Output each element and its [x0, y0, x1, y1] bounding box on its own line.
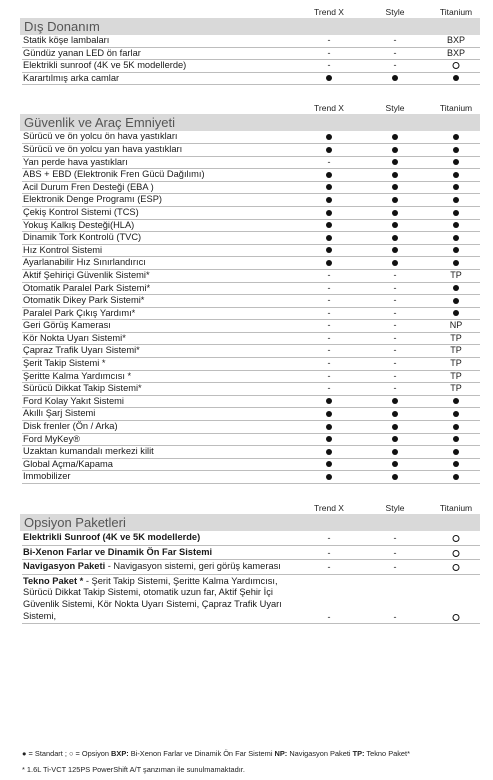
feature-cell: -	[393, 320, 397, 331]
feature-cell	[453, 157, 459, 169]
legend	[22, 749, 410, 758]
feature-cell	[453, 308, 459, 320]
feature-cell: -	[393, 35, 397, 45]
feature-label: ABS + EBD (Elektronik Fren Gücü Dağılımı)	[23, 169, 205, 180]
column-headers	[0, 500, 493, 514]
column-headers	[0, 4, 493, 18]
feature-cell	[392, 169, 398, 181]
legend-np-text: Navigasyon Paketi	[287, 749, 353, 758]
feature-row	[22, 383, 480, 396]
legend-tp-key: TP:	[352, 749, 365, 758]
package-cell	[453, 612, 460, 624]
feature-cell: -	[393, 358, 397, 369]
package-row	[22, 560, 480, 575]
feature-label: Sürücü ve ön yolcu yan hava yastıkları	[23, 143, 183, 154]
feature-row	[22, 295, 480, 308]
feature-cell	[392, 232, 398, 244]
feature-cell	[453, 232, 459, 244]
standard-dot-icon	[326, 247, 332, 253]
section-title: Güvenlik ve Araç Emniyeti	[20, 114, 480, 131]
feature-cell	[392, 459, 398, 471]
feature-cell: BXP	[446, 47, 466, 58]
feature-cell: TP	[450, 345, 462, 356]
column-header: Style	[385, 7, 405, 17]
feature-cell: -	[327, 269, 331, 280]
feature-cell	[392, 396, 398, 408]
feature-cell	[326, 194, 332, 206]
standard-dot-icon	[392, 172, 398, 178]
standard-dot-icon	[453, 75, 459, 81]
feature-label: Disk frenler (Ön / Arka)	[23, 421, 118, 432]
standard-dot-icon	[326, 449, 332, 455]
package-row	[22, 575, 480, 624]
column-header: Trend X	[314, 103, 344, 114]
standard-dot-icon	[453, 474, 459, 480]
feature-cell	[453, 283, 459, 295]
feature-cell: -	[327, 370, 331, 381]
feature-row	[22, 345, 480, 358]
standard-dot-icon	[453, 449, 459, 455]
package-cell: -	[327, 533, 331, 543]
feature-cell: -	[393, 383, 397, 394]
feature-label: Otomatik Dikey Park Sistemi*	[23, 295, 145, 306]
feature-label: Şeritte Kalma Yardımcısı *	[23, 370, 132, 381]
column-header: Trend X	[314, 503, 344, 513]
feature-cell	[392, 408, 398, 420]
feature-label: Ayarlanabilir Hız Sınırlandırıcı	[23, 257, 146, 268]
feature-cell	[392, 194, 398, 206]
feature-cell: TP	[450, 269, 462, 280]
package-cell: -	[393, 611, 397, 622]
feature-label: Aktif Şehiriçi Güvenlik Sistemi*	[23, 269, 150, 280]
package-cell: -	[327, 547, 331, 558]
standard-dot-icon	[453, 260, 459, 266]
feature-label: Hız Kontrol Sistemi	[23, 244, 103, 255]
package-row	[22, 546, 480, 561]
feature-row	[22, 144, 480, 157]
standard-dot-icon	[392, 75, 398, 81]
feature-cell	[326, 144, 332, 156]
standard-dot-icon	[453, 159, 459, 165]
package-name: Elektrikli Sunroof (4K ve 5K modellerde)	[23, 532, 201, 542]
feature-cell	[392, 257, 398, 269]
standard-dot-icon	[392, 260, 398, 266]
option-ring-icon	[453, 62, 460, 69]
feature-row	[22, 471, 480, 484]
column-header: Titanium	[439, 503, 473, 513]
standard-dot-icon	[326, 75, 332, 81]
feature-cell: -	[327, 383, 331, 394]
feature-label: Elektronik Denge Programı (ESP)	[23, 194, 162, 205]
standard-dot-icon	[326, 222, 332, 228]
feature-label: Ford MyKey®	[23, 433, 80, 444]
package-name: Tekno Paket *	[23, 575, 84, 586]
feature-label: Otomatik Paralel Park Sistemi*	[23, 282, 151, 293]
feature-cell	[453, 471, 459, 483]
standard-dot-icon	[326, 184, 332, 190]
legend-bxp-text: Bi-Xenon Farlar ve Dinamik Ön Far Sistemi	[128, 749, 275, 758]
feature-row	[22, 396, 480, 409]
feature-label: Dinamik Tork Kontrolü (TVC)	[23, 232, 142, 243]
feature-cell: -	[393, 295, 397, 306]
feature-row	[22, 371, 480, 384]
feature-cell	[326, 396, 332, 408]
standard-dot-icon	[392, 134, 398, 140]
feature-cell	[326, 257, 332, 269]
standard-dot-icon	[326, 474, 332, 480]
package-cell: -	[393, 562, 397, 573]
feature-cell	[453, 459, 459, 471]
feature-cell: -	[327, 156, 331, 167]
package-cell: -	[327, 611, 331, 622]
feature-label: Sürücü ve ön yolcu ön hava yastıkları	[23, 131, 178, 142]
feature-label: Kör Nokta Uyarı Sistemi*	[23, 332, 126, 343]
standard-dot-icon	[453, 247, 459, 253]
feature-cell	[326, 471, 332, 483]
section-title: Opsiyon Paketleri	[20, 514, 480, 531]
feature-cell: -	[393, 60, 397, 71]
feature-cell: -	[393, 307, 397, 318]
standard-dot-icon	[453, 436, 459, 442]
feature-row	[22, 207, 480, 220]
standard-dot-icon	[392, 424, 398, 430]
feature-cell	[453, 446, 459, 458]
feature-cell	[453, 194, 459, 206]
feature-cell	[453, 408, 459, 420]
option-ring-icon	[453, 614, 460, 621]
feature-cell	[392, 245, 398, 257]
standard-dot-icon	[326, 260, 332, 266]
feature-cell	[453, 295, 459, 307]
feature-row	[22, 308, 480, 321]
standard-dot-icon	[453, 411, 459, 417]
standard-dot-icon	[453, 285, 459, 291]
package-text	[22, 560, 323, 574]
feature-label: Acil Durum Fren Desteği (EBA )	[23, 181, 154, 192]
feature-cell	[392, 73, 398, 85]
standard-dot-icon	[392, 449, 398, 455]
feature-row	[22, 157, 480, 170]
standard-dot-icon	[453, 197, 459, 203]
standard-dot-icon	[392, 210, 398, 216]
standard-dot-icon	[392, 436, 398, 442]
feature-cell: TP	[450, 358, 462, 369]
feature-cell: TP	[450, 332, 462, 343]
option-ring-icon	[453, 535, 460, 542]
column-header: Trend X	[314, 7, 344, 17]
standard-dot-icon	[453, 134, 459, 140]
standard-dot-icon	[326, 147, 332, 153]
package-cell: -	[393, 547, 397, 558]
standard-dot-icon	[326, 197, 332, 203]
feature-label: Çekiş Kontrol Sistemi (TCS)	[23, 206, 139, 217]
feature-cell: -	[327, 60, 331, 71]
feature-cell: -	[393, 269, 397, 280]
feature-cell	[326, 421, 332, 433]
feature-cell: -	[327, 35, 331, 45]
feature-cell: -	[327, 345, 331, 356]
package-row	[22, 531, 480, 546]
feature-cell: TP	[450, 370, 462, 381]
feature-cell	[326, 131, 332, 143]
feature-row	[22, 169, 480, 182]
feature-row	[22, 245, 480, 258]
feature-cell	[392, 131, 398, 143]
feature-row	[22, 60, 480, 73]
feature-cell	[453, 182, 459, 194]
feature-cell	[392, 446, 398, 458]
feature-cell	[453, 434, 459, 446]
package-cell: -	[327, 562, 331, 573]
feature-cell: -	[393, 47, 397, 58]
feature-cell: -	[393, 370, 397, 381]
legend-np-key: NP:	[274, 749, 288, 758]
feature-label: Statik köşe lambaları	[23, 35, 110, 45]
feature-label: Global Açma/Kapama	[23, 458, 113, 469]
feature-cell	[326, 408, 332, 420]
standard-dot-icon	[392, 147, 398, 153]
package-cell: -	[393, 533, 397, 543]
feature-cell: -	[327, 307, 331, 318]
standard-dot-icon	[453, 184, 459, 190]
standard-dot-icon	[326, 210, 332, 216]
package-cell	[453, 533, 460, 545]
standard-dot-icon	[453, 461, 459, 467]
package-cell	[453, 562, 460, 574]
package-description: - Navigasyon sistemi, geri görüş kamerası	[105, 561, 281, 572]
section-title: Dış Donanım	[20, 18, 480, 35]
standard-dot-icon	[392, 247, 398, 253]
standard-dot-icon	[453, 222, 459, 228]
standard-dot-icon	[392, 222, 398, 228]
feature-cell	[453, 169, 459, 181]
column-header: Titanium	[439, 7, 473, 17]
standard-dot-icon	[453, 424, 459, 430]
feature-cell: -	[327, 47, 331, 58]
feature-row	[22, 232, 480, 245]
feature-cell	[326, 182, 332, 194]
legend-bxp-key: BXP:	[111, 749, 129, 758]
feature-row	[22, 182, 480, 195]
feature-row	[22, 358, 480, 371]
standard-dot-icon	[392, 159, 398, 165]
column-header: Style	[385, 103, 405, 114]
standard-dot-icon	[392, 184, 398, 190]
feature-cell: NP	[449, 320, 463, 331]
feature-row	[22, 270, 480, 283]
feature-cell: -	[327, 358, 331, 369]
package-text	[22, 546, 323, 560]
feature-cell	[453, 144, 459, 156]
feature-cell	[326, 434, 332, 446]
standard-dot-icon	[326, 235, 332, 241]
feature-cell: -	[393, 332, 397, 343]
feature-row	[22, 333, 480, 346]
feature-cell	[392, 144, 398, 156]
feature-cell	[453, 207, 459, 219]
feature-cell: -	[327, 320, 331, 331]
standard-dot-icon	[392, 398, 398, 404]
package-description: - Şerit Takip Sistemi, Şeritte Kalma Yardımcısı, Sürücü Dikkat Takip Sistemi, otomatik uzun far, Aktif Şehir İçi Güvenlik Sistemi, Kör Nokta Uyarı Sistemi, Çapraz Trafik Uyarı Sistemi,	[23, 575, 282, 621]
feature-cell	[453, 73, 459, 85]
feature-row	[22, 194, 480, 207]
feature-cell	[392, 157, 398, 169]
feature-cell	[453, 60, 460, 72]
standard-dot-icon	[326, 134, 332, 140]
feature-row	[22, 257, 480, 270]
standard-dot-icon	[326, 398, 332, 404]
feature-cell	[453, 396, 459, 408]
feature-row	[22, 73, 480, 86]
feature-cell	[326, 446, 332, 458]
feature-label: Sürücü Dikkat Takip Sistemi*	[23, 383, 142, 394]
feature-label: Yan perde hava yastıkları	[23, 156, 128, 167]
standard-dot-icon	[392, 411, 398, 417]
feature-label: Uzaktan kumandalı merkezi kilit	[23, 446, 154, 457]
feature-cell	[326, 220, 332, 232]
feature-row	[22, 48, 480, 61]
standard-dot-icon	[326, 424, 332, 430]
standard-dot-icon	[392, 474, 398, 480]
feature-row	[22, 446, 480, 459]
feature-cell: -	[327, 332, 331, 343]
standard-dot-icon	[453, 147, 459, 153]
package-name: Navigasyon Paketi	[23, 561, 106, 572]
feature-row	[22, 220, 480, 233]
feature-label: Paralel Park Çıkış Yardımı*	[23, 307, 136, 318]
feature-label: Çapraz Trafik Uyarı Sistemi*	[23, 345, 140, 356]
feature-cell	[326, 232, 332, 244]
feature-cell	[326, 245, 332, 257]
feature-row	[22, 35, 480, 48]
feature-row	[22, 131, 480, 144]
feature-cell: -	[393, 282, 397, 293]
feature-cell	[392, 182, 398, 194]
feature-cell	[453, 131, 459, 143]
standard-dot-icon	[453, 298, 459, 304]
package-name: Bi-Xenon Farlar ve Dinamik Ön Far Sistemi	[23, 546, 213, 557]
legend-footnote: * 1.6L Ti-VCT 125PS PowerShift A/T şanzıman ile sunulmamaktadır.	[22, 765, 245, 774]
feature-label: Immobilizer	[23, 471, 71, 482]
feature-cell	[392, 207, 398, 219]
feature-cell	[326, 207, 332, 219]
feature-row	[22, 320, 480, 333]
column-header: Titanium	[439, 103, 473, 114]
standard-dot-icon	[326, 411, 332, 417]
package-text	[22, 575, 308, 623]
option-ring-icon	[453, 564, 460, 571]
column-headers	[0, 100, 493, 114]
feature-cell	[453, 245, 459, 257]
column-header: Style	[385, 503, 405, 513]
legend-symbols: ● = Standart ; ○ = Opsiyon	[22, 749, 109, 758]
standard-dot-icon	[453, 310, 459, 316]
feature-cell	[453, 220, 459, 232]
package-cell	[453, 548, 460, 560]
feature-cell	[326, 169, 332, 181]
feature-row	[22, 283, 480, 296]
feature-cell	[392, 471, 398, 483]
standard-dot-icon	[392, 197, 398, 203]
standard-dot-icon	[453, 172, 459, 178]
feature-row	[22, 421, 480, 434]
standard-dot-icon	[392, 461, 398, 467]
feature-row	[22, 408, 480, 421]
feature-label: Elektrikli sunroof (4K ve 5K modellerde)	[23, 60, 187, 71]
feature-label: Yokuş Kalkış Desteği(HLA)	[23, 219, 135, 230]
standard-dot-icon	[453, 398, 459, 404]
feature-label: Akıllı Şarj Sistemi	[23, 408, 96, 419]
feature-cell	[392, 220, 398, 232]
option-ring-icon	[453, 550, 460, 557]
standard-dot-icon	[453, 210, 459, 216]
feature-label: Geri Görüş Kamerası	[23, 320, 111, 331]
feature-cell	[326, 459, 332, 471]
feature-label: Şerit Takip Sistemi *	[23, 358, 106, 369]
feature-cell: TP	[450, 383, 462, 394]
feature-cell: -	[327, 295, 331, 306]
standard-dot-icon	[453, 235, 459, 241]
feature-cell: -	[393, 345, 397, 356]
feature-cell: BXP	[446, 35, 466, 45]
feature-cell	[392, 434, 398, 446]
legend-tp-text: Tekno Paket*	[364, 749, 410, 758]
standard-dot-icon	[326, 172, 332, 178]
feature-row	[22, 459, 480, 472]
feature-cell: -	[327, 282, 331, 293]
feature-cell	[326, 73, 332, 85]
package-text	[22, 531, 323, 545]
feature-row	[22, 434, 480, 447]
standard-dot-icon	[326, 461, 332, 467]
feature-cell	[453, 257, 459, 269]
standard-dot-icon	[326, 436, 332, 442]
feature-label: Gündüz yanan LED ön farlar	[23, 47, 141, 58]
feature-cell	[392, 421, 398, 433]
feature-cell	[453, 421, 459, 433]
feature-label: Karartılmış arka camlar	[23, 72, 120, 83]
standard-dot-icon	[392, 235, 398, 241]
feature-label: Ford Kolay Yakıt Sistemi	[23, 395, 124, 406]
